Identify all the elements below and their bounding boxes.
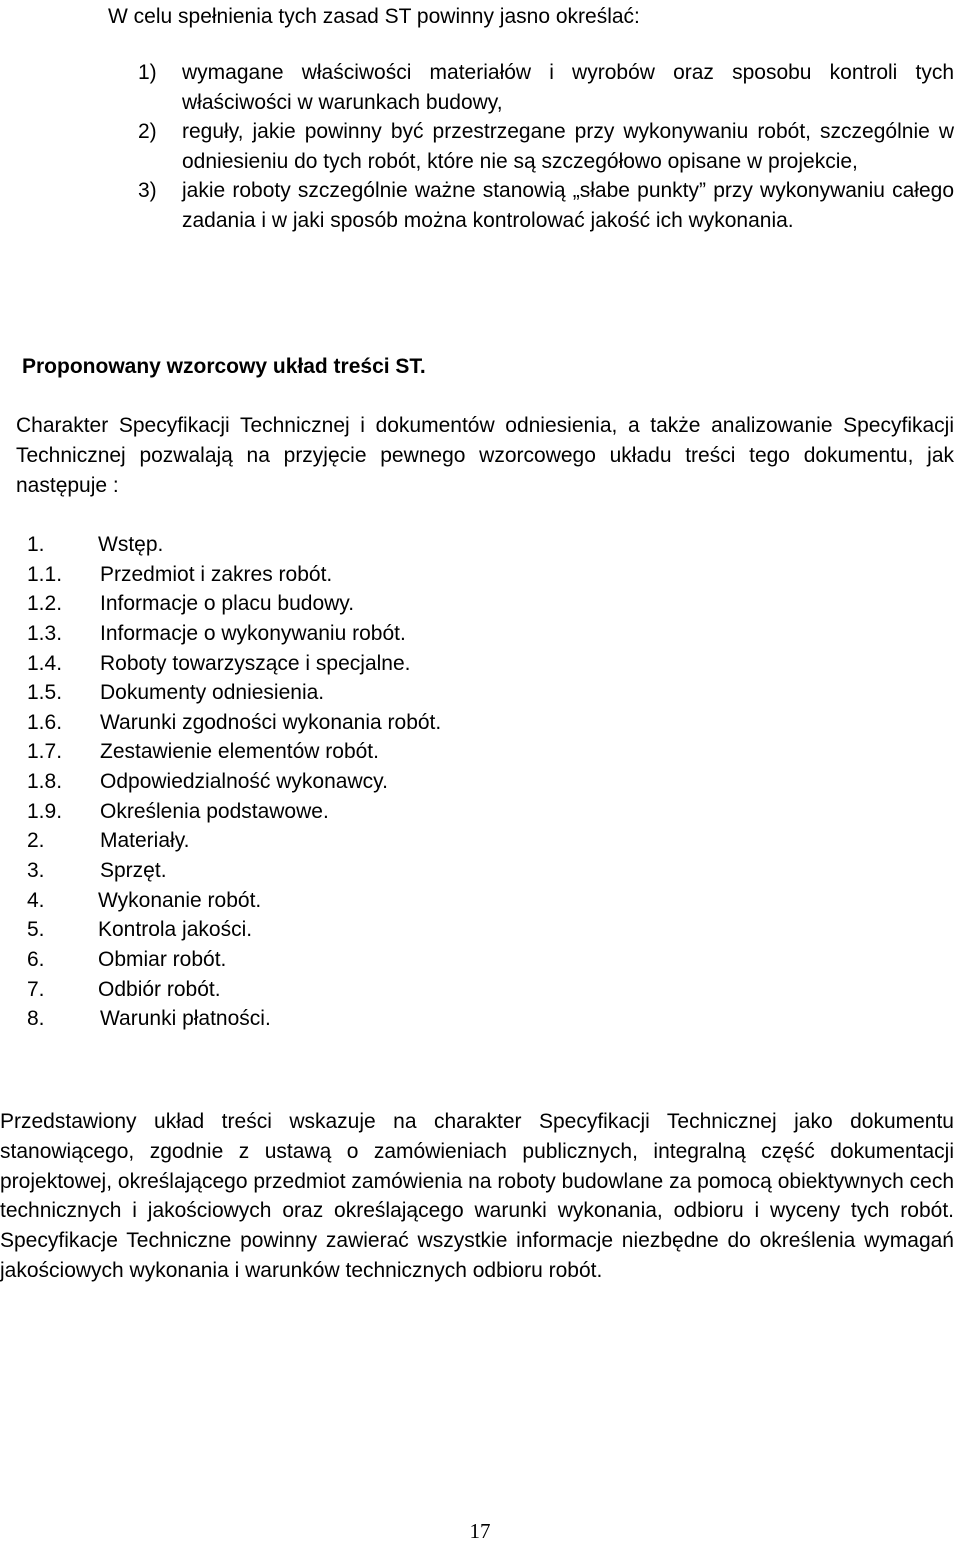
- section-heading: Proponowany wzorcowy układ treści ST.: [22, 355, 426, 378]
- toc-item: [27, 915, 627, 945]
- contents-outline: [27, 530, 627, 1034]
- page-number: 17: [469, 1519, 491, 1543]
- toc-item: [27, 589, 627, 619]
- requirement-number: 2): [138, 120, 157, 143]
- toc-item: [27, 560, 627, 590]
- requirement-text: wymagane właściwości materiałów i wyrobów oraz sposobu kontroli tych właściwości w warunkach budowy,: [182, 61, 954, 114]
- toc-text: Przedmiot i zakres robót.: [100, 562, 333, 586]
- requirement-number: 1): [138, 61, 157, 84]
- toc-item: [27, 975, 627, 1005]
- toc-text: Warunki zgodności wykonania robót.: [100, 710, 442, 734]
- toc-text: Obmiar robót.: [98, 947, 227, 971]
- toc-number: 1.8.: [27, 770, 63, 794]
- toc-text: Materiały.: [100, 829, 190, 853]
- toc-item: [27, 708, 627, 738]
- requirement-text: jakie roboty szczególnie ważne stanowią „słabe punkty” przy wykonywaniu całego zadania i w jaki sposób można kontrolować jakość ich wykonania.: [182, 179, 954, 232]
- toc-text: Dokumenty odniesienia.: [100, 681, 325, 705]
- toc-text: Informacje o placu budowy.: [100, 592, 355, 616]
- toc-item: [27, 856, 627, 886]
- toc-item: [27, 767, 627, 797]
- toc-number: 1.6.: [27, 710, 63, 734]
- toc-number: 1.9.: [27, 799, 63, 823]
- toc-item: [27, 619, 627, 649]
- toc-item: [27, 1004, 627, 1034]
- toc-text: Wstęp.: [98, 533, 164, 556]
- toc-text: Odbiór robót.: [98, 977, 221, 1001]
- toc-number: 3.: [27, 859, 45, 883]
- toc-number: 1.5.: [27, 681, 63, 705]
- toc-item: [27, 826, 627, 856]
- toc-text: Sprzęt.: [100, 859, 167, 883]
- toc-text: Informacje o wykonywaniu robót.: [100, 621, 406, 645]
- toc-item: [27, 945, 627, 975]
- requirement-item: [138, 117, 954, 176]
- toc-item: [27, 678, 627, 708]
- toc-item: [27, 530, 627, 560]
- toc-item: [27, 649, 627, 679]
- toc-number: 1.: [27, 533, 45, 556]
- requirement-number: 3): [138, 179, 157, 202]
- toc-number: 2.: [27, 829, 45, 853]
- intro-paragraph: Charakter Specyfikacji Technicznej i dokumentów odniesienia, a także analizowanie Specyfikacji Technicznej pozwalają na przyjęcie pewnego wzorcowego układu treści tego dokumentu, jak następuje :: [16, 414, 954, 497]
- toc-item: [27, 886, 627, 916]
- toc-number: 4.: [27, 888, 45, 912]
- toc-number: 1.2.: [27, 592, 63, 616]
- toc-number: 1.4.: [27, 651, 63, 675]
- lead-sentence: W celu spełnienia tych zasad ST powinny jasno określać:: [108, 5, 640, 28]
- toc-number: 5.: [27, 918, 45, 942]
- toc-text: Kontrola jakości.: [98, 918, 253, 942]
- toc-text: Odpowiedzialność wykonawcy.: [100, 770, 388, 794]
- requirement-item: [138, 58, 954, 117]
- toc-number: 6.: [27, 947, 45, 971]
- toc-number: 1.7.: [27, 740, 63, 764]
- toc-number: 7.: [27, 977, 45, 1001]
- toc-text: Określenia podstawowe.: [100, 799, 329, 823]
- toc-number: 1.1.: [27, 562, 63, 586]
- requirements-list: [138, 58, 954, 235]
- toc-text: Warunki płatności.: [100, 1007, 271, 1031]
- requirement-item: [138, 176, 954, 235]
- toc-item: [27, 737, 627, 767]
- requirement-text: reguły, jakie powinny być przestrzegane przy wykonywaniu robót, szczególnie w odniesieniu do tych robót, które nie są szczegółowo opisane w projekcie,: [182, 120, 954, 173]
- toc-number: 1.3.: [27, 621, 63, 645]
- toc-text: Roboty towarzyszące i specjalne.: [100, 651, 411, 675]
- toc-number: 8.: [27, 1007, 45, 1031]
- closing-paragraph: Przedstawiony układ treści wskazuje na charakter Specyfikacji Technicznej jako dokumentu stanowiącego, zgodnie z ustawą o zamówieniach publicznych, integralną część dokumentacji projektowej, określającego przedmiot zamówienia na roboty budowlane za pomocą obiektywnych cech technicznych i jakościowych oraz określającego warunki wykonania, odbioru i wyceny tych robót. Specyfikacje Techniczne powinny zawierać wszystkie informacje niezbędne do określenia wymagań jakościowych wykonania i warunków technicznych odbioru robót.: [0, 1110, 954, 1282]
- toc-text: Wykonanie robót.: [98, 888, 262, 912]
- toc-text: Zestawienie elementów robót.: [100, 740, 379, 764]
- toc-item: [27, 797, 627, 827]
